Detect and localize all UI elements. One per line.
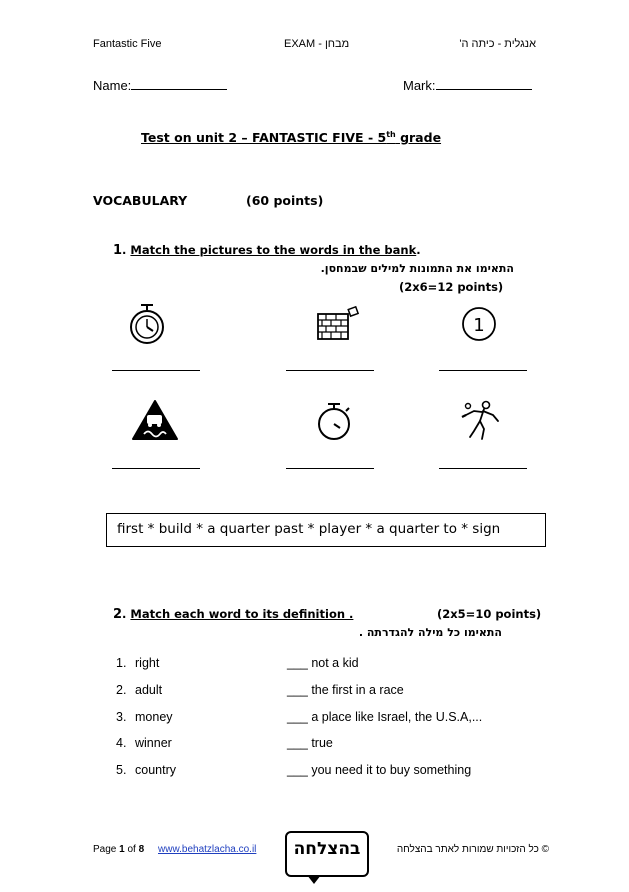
q1-points: (2x6=12 points)	[399, 280, 504, 294]
stopwatch-icon	[127, 300, 167, 346]
header-center: EXAM - מבחן	[284, 38, 350, 50]
page-number: Page 1 of 8	[93, 844, 145, 855]
list-item-word: money	[135, 710, 173, 724]
page-title: Test on unit 2 – FANTASTIC FIVE - 5th grade	[141, 130, 442, 146]
list-item-number: 5.	[116, 763, 127, 777]
mark-field	[403, 77, 532, 93]
q2-hebrew: התאימו כל מילה להגדרתה .	[358, 626, 502, 639]
answer-line[interactable]	[286, 468, 374, 469]
svg-text:1: 1	[473, 315, 485, 336]
list-item-definition[interactable]: ___ true	[287, 736, 333, 750]
site-link[interactable]: www.behatzlacha.co.il	[158, 844, 257, 855]
q2-instruction: 2. Match each word to its definition .	[113, 607, 354, 622]
number-one-icon	[460, 305, 498, 343]
list-item-definition[interactable]: ___ not a kid	[287, 656, 359, 670]
list-item-definition[interactable]: ___ a place like Israel, the U.S.A,...	[287, 710, 483, 724]
mark-line[interactable]	[436, 77, 532, 90]
section-points: (60 points)	[246, 193, 324, 208]
word-bank	[106, 513, 546, 547]
name-line[interactable]	[131, 77, 227, 90]
word-bank-text: first * build * a quarter past * player * a quarter to * sign	[117, 521, 501, 537]
list-item-number: 2.	[116, 683, 127, 697]
stopwatch-icon	[314, 400, 354, 442]
list-item-number: 1.	[116, 656, 127, 670]
logo-tail	[307, 875, 321, 884]
answer-line[interactable]	[112, 468, 200, 469]
slippery-road-sign-icon	[130, 398, 180, 442]
header-left: Fantastic Five	[93, 38, 162, 50]
list-item-number: 4.	[116, 736, 127, 750]
list-item-word: winner	[135, 736, 172, 750]
list-item-word: right	[135, 656, 160, 670]
answer-line[interactable]	[439, 468, 527, 469]
list-item-definition[interactable]: ___ the first in a race	[287, 683, 404, 697]
logo-text: בהצלחה	[293, 839, 361, 859]
tennis-player-icon	[460, 397, 506, 443]
header-right: אנגלית - כיתה ה'	[459, 38, 536, 50]
q1-instruction: 1. Match the pictures to the words in the bank.	[113, 243, 421, 258]
answer-line[interactable]	[439, 370, 527, 371]
list-item-word: adult	[135, 683, 163, 697]
answer-line[interactable]	[286, 370, 374, 371]
name-field	[93, 77, 227, 93]
list-item-number: 3.	[116, 710, 127, 724]
q1-hebrew: התאימו את התמונות למילים שבמחסן.	[320, 262, 514, 275]
list-item-word: country	[135, 763, 176, 777]
mark-label: Mark:	[403, 78, 436, 93]
brick-wall-icon	[316, 304, 360, 342]
site-logo	[285, 831, 369, 877]
answer-line[interactable]	[112, 370, 200, 371]
list-item-definition[interactable]: ___ you need it to buy something	[287, 763, 472, 777]
section-title: VOCABULARY	[93, 193, 188, 208]
q2-points: (2x5=10 points)	[437, 607, 542, 621]
copyright: © כל הזכויות שמורות לאתר בהצלחה	[396, 844, 549, 855]
name-label: Name:	[93, 78, 132, 93]
